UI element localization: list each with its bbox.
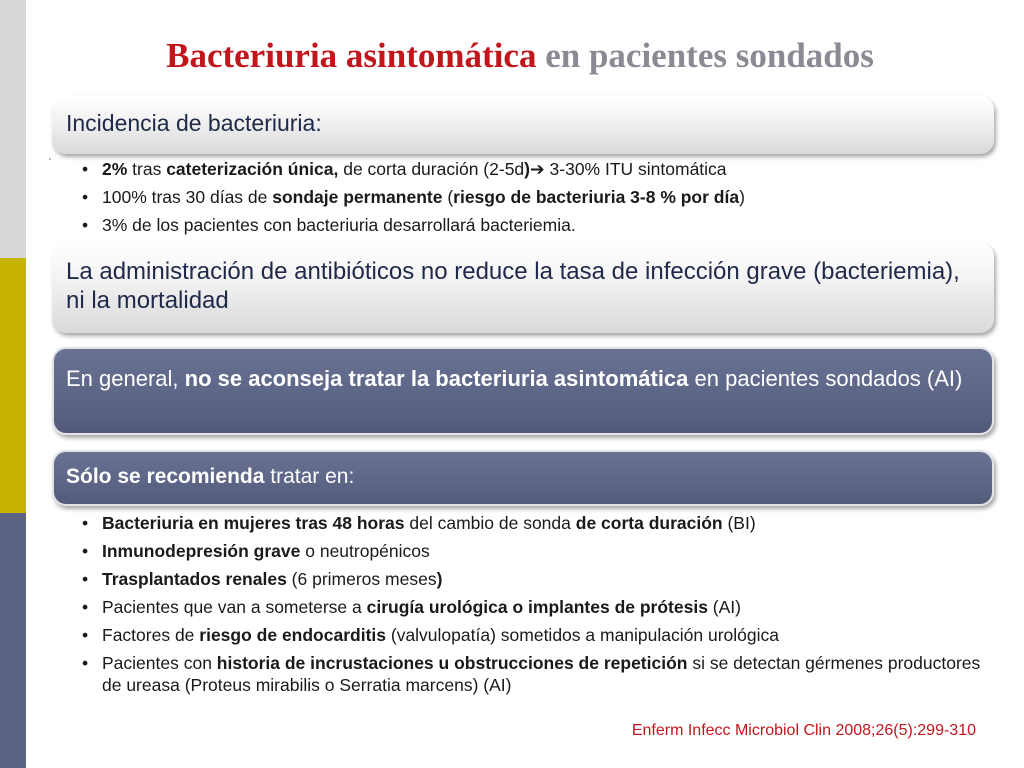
recommendation-box: En general, no se aconseja tratar la bacteriuria asintomática en pacientes sondados (AI) bbox=[52, 347, 994, 435]
list-item: • Inmunodepresión grave o neutropénicos bbox=[80, 540, 990, 562]
list-item: • Trasplantados renales (6 primeros meses) bbox=[80, 568, 990, 590]
list-item: • 3% de los pacientes con bacteriuria desarrollará bacteriemia. bbox=[80, 214, 980, 236]
list-item: • 2% tras cateterización única, de corta duración (2-5d)➔ 3-30% ITU sintomática bbox=[80, 158, 980, 180]
list-item: • Bacteriuria en mujeres tras 48 horas del cambio de sonda de corta duración (BI) bbox=[80, 512, 990, 534]
arrow-right-icon: ➔ bbox=[530, 159, 545, 179]
stray-mark: ' bbox=[49, 157, 51, 168]
title-highlight: Bacteriuria asintomática bbox=[166, 36, 537, 75]
antibiotics-statement-box bbox=[52, 243, 994, 333]
citation-reference: Enferm Infecc Microbiol Clin 2008;26(5):299-310 bbox=[631, 722, 976, 739]
sidebar-segment-gray bbox=[0, 0, 26, 258]
list-item: • Factores de riesgo de endocarditis (valvulopatía) sometidos a manipulación urológica bbox=[80, 624, 990, 646]
treatment-indications-list bbox=[80, 512, 990, 702]
incidence-list bbox=[80, 158, 980, 242]
decorative-sidebar bbox=[0, 0, 26, 768]
list-item: • Pacientes con historia de incrustaciones u obstrucciones de repetición si se detectan gérmenes productores de ureasa (Proteus mirabilis o Serratia marcens) (AI) bbox=[80, 652, 990, 696]
list-item: • 100% tras 30 días de sondaje permanente (riesgo de bacteriuria 3-8 % por día) bbox=[80, 186, 980, 208]
antibiotics-statement-text: La administración de antibióticos no reduce la tasa de infección grave (bacteriemia), ni la mortalidad bbox=[66, 258, 960, 314]
sidebar-segment-gold bbox=[0, 258, 26, 513]
slide-title bbox=[60, 34, 980, 78]
incidence-header-text: Incidencia de bacteriuria: bbox=[66, 110, 322, 136]
list-item: • Pacientes que van a someterse a cirugía urológica o implantes de prótesis (AI) bbox=[80, 596, 990, 618]
treat-only-header-box: Sólo se recomienda tratar en: bbox=[52, 450, 994, 506]
incidence-header-box bbox=[52, 96, 994, 154]
title-rest: en pacientes sondados bbox=[545, 36, 874, 75]
sidebar-segment-slate bbox=[0, 513, 26, 768]
